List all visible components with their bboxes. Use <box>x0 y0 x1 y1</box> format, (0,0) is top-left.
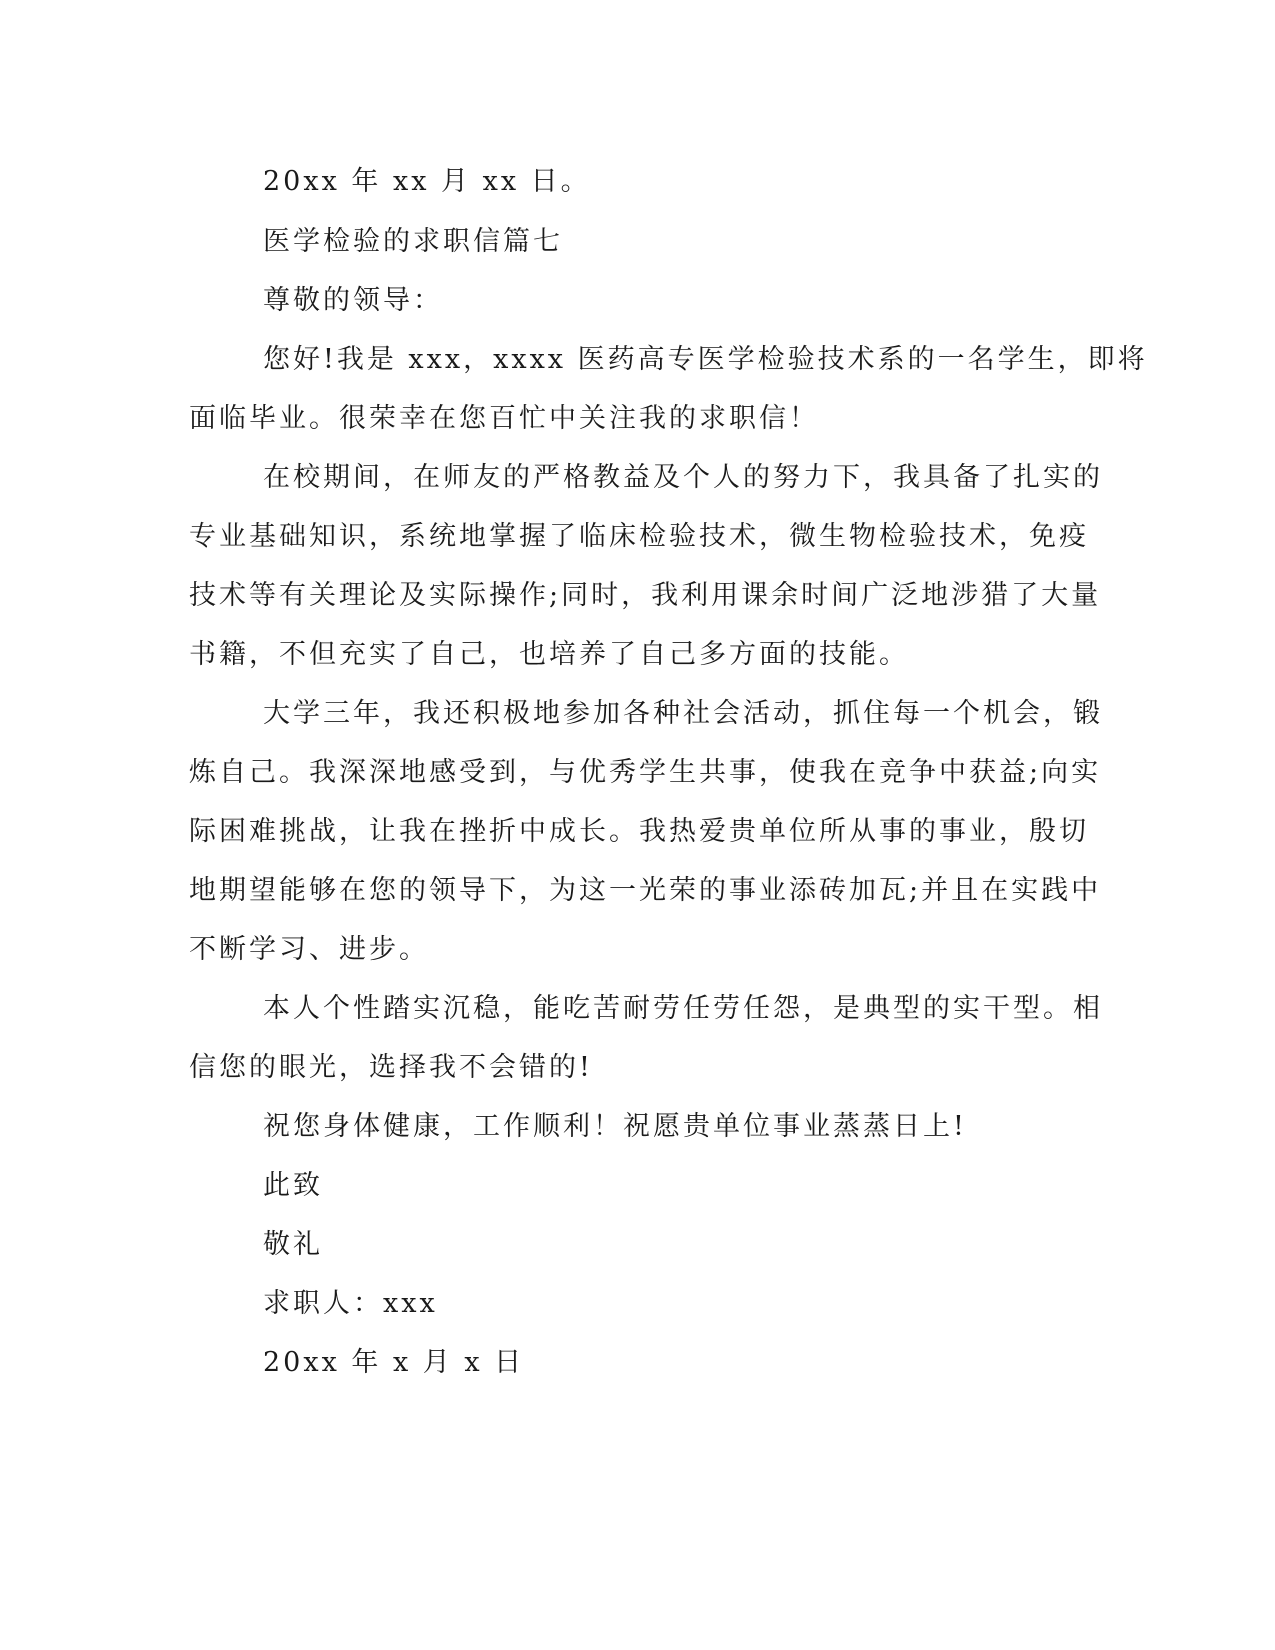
signature-line: 求职人：xxx <box>263 1288 438 1319</box>
date-line-bottom: 20xx 年 x 月 x 日 <box>263 1347 525 1378</box>
section-title: 医学检验的求职信篇七 <box>263 226 563 257</box>
closing-jingli: 敬礼 <box>263 1229 323 1260</box>
paragraph-3-line-4: 地期望能够在您的领导下，为这一光荣的事业添砖加瓦;并且在实践中 <box>189 875 1102 906</box>
paragraph-2-line-4: 书籍，不但充实了自己，也培养了自己多方面的技能。 <box>189 639 909 670</box>
closing-cizhi: 此致 <box>263 1170 323 1201</box>
paragraph-2-line-3: 技术等有关理论及实际操作;同时，我利用课余时间广泛地涉猎了大量 <box>189 580 1102 611</box>
wishes-line: 祝您身体健康，工作顺利！祝愿贵单位事业蒸蒸日上! <box>263 1111 967 1142</box>
paragraph-3-line-1: 大学三年，我还积极地参加各种社会活动，抓住每一个机会，锻 <box>263 698 1103 729</box>
paragraph-4-line-1: 本人个性踏实沉稳，能吃苦耐劳任劳任怨，是典型的实干型。相 <box>263 993 1103 1024</box>
date-line-top: 20xx 年 xx 月 xx 日。 <box>263 166 591 197</box>
paragraph-2-line-2: 专业基础知识，系统地掌握了临床检验技术，微生物检验技术，免疫 <box>189 521 1089 552</box>
paragraph-4-line-2: 信您的眼光，选择我不会错的! <box>189 1052 593 1083</box>
paragraph-3-line-3: 际困难挑战，让我在挫折中成长。我热爱贵单位所从事的事业，殷切 <box>189 816 1089 847</box>
paragraph-3-line-5: 不断学习、进步。 <box>189 934 429 965</box>
paragraph-2-line-1: 在校期间，在师友的严格教益及个人的努力下，我具备了扎实的 <box>263 462 1103 493</box>
salutation: 尊敬的领导： <box>263 285 443 316</box>
paragraph-1-line-2: 面临毕业。很荣幸在您百忙中关注我的求职信！ <box>189 403 819 434</box>
paragraph-3-line-2: 炼自己。我深深地感受到，与优秀学生共事，使我在竞争中获益;向实 <box>189 757 1102 788</box>
paragraph-1-line-1: 您好!我是 xxx，xxxx 医药高专医学检验技术系的一名学生，即将 <box>263 344 1148 375</box>
